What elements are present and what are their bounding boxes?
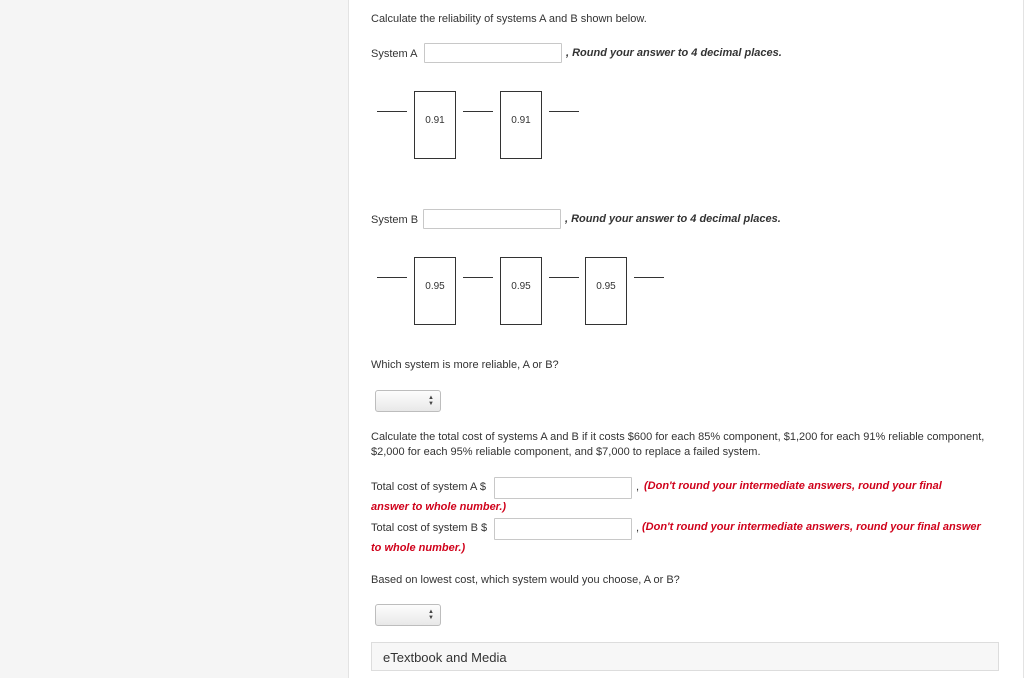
select-arrows-icon: ▲ ▼ [428, 395, 434, 407]
connector-line [634, 277, 664, 278]
component-value: 0.91 [511, 114, 531, 126]
intro-text: Calculate the reliability of systems A and B shown below. [371, 13, 647, 25]
connector-line [463, 111, 493, 112]
system-b-hint: , Round your answer to 4 decimal places. [565, 213, 781, 225]
connector-line [377, 111, 407, 112]
cost-a-hint-line1: (Don't round your intermediate answers, round your final [644, 480, 942, 492]
cost-a-hint-line2: answer to whole number.) [371, 501, 507, 513]
left-panel [0, 0, 348, 678]
system-b-label: System B [371, 214, 419, 226]
system-a-hint: , Round your answer to 4 decimal places. [566, 47, 782, 59]
component-box [585, 257, 627, 325]
component-box [500, 91, 542, 159]
component-box [500, 257, 542, 325]
cost-b-comma: , [636, 522, 640, 534]
component-box [414, 91, 456, 159]
etextbook-media-button[interactable]: eTextbook and Media [371, 642, 999, 671]
more-reliable-select[interactable] [375, 390, 441, 412]
component-value: 0.95 [596, 280, 616, 292]
component-value: 0.91 [425, 114, 445, 126]
cost-b-label: Total cost of system B $ [371, 522, 488, 534]
system-a-reliability-input[interactable] [424, 43, 562, 63]
system-a-label: System A [371, 48, 418, 60]
lowest-cost-select[interactable] [375, 604, 441, 626]
connector-line [463, 277, 493, 278]
cost-a-comma: , [636, 481, 640, 493]
cost-b-hint-line2: to whole number.) [371, 542, 466, 554]
connector-line [377, 277, 407, 278]
cost-intro-text: Calculate the total cost of systems A and B if it costs $600 for each 85% component, $1,200 for each 91% reliable component, $2,000 for each 95% reliable component, and $7,000 to replace a failed system. [371, 431, 985, 458]
cost-b-input[interactable] [494, 518, 632, 540]
cost-b-hint-line1: (Don't round your intermediate answers, round your final answer [642, 521, 981, 533]
select-arrows-icon: ▲ ▼ [428, 609, 434, 621]
component-value: 0.95 [511, 280, 531, 292]
cost-a-input[interactable] [494, 477, 632, 499]
question-lowest-cost: Based on lowest cost, which system would you choose, A or B? [371, 574, 680, 586]
system-b-reliability-input[interactable] [423, 209, 561, 229]
question-content [348, 0, 1024, 678]
connector-line [549, 111, 579, 112]
connector-line [549, 277, 579, 278]
component-box [414, 257, 456, 325]
component-value: 0.95 [425, 280, 445, 292]
question-more-reliable: Which system is more reliable, A or B? [371, 359, 559, 371]
cost-a-label: Total cost of system A $ [371, 481, 486, 493]
